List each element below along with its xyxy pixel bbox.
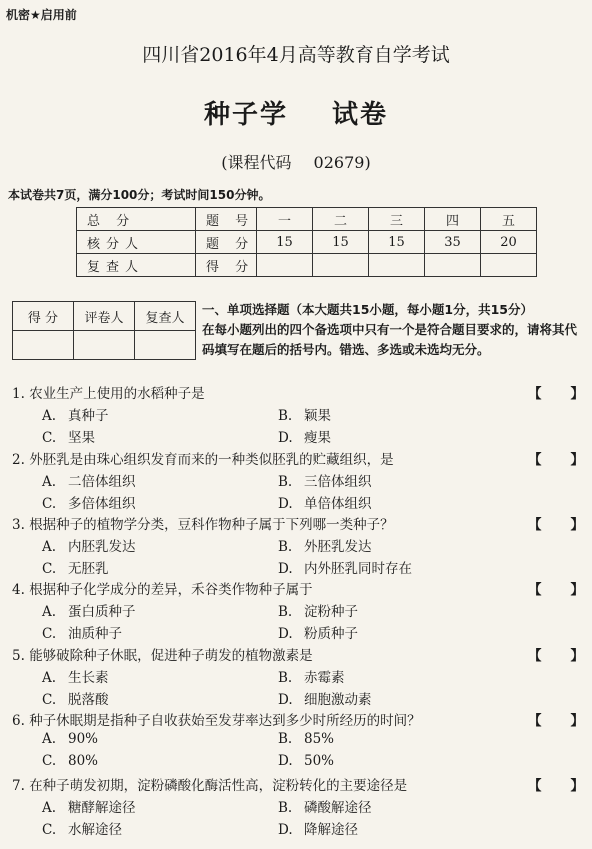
answer-option bbox=[42, 731, 98, 747]
option-text: 淀粉种子 bbox=[304, 604, 358, 620]
bracket-open: 【 bbox=[528, 582, 542, 598]
answer-option bbox=[278, 753, 334, 769]
answer-option bbox=[42, 404, 109, 424]
answer-option bbox=[278, 818, 358, 838]
option-letter: B. bbox=[278, 731, 293, 747]
option-text: 生长素 bbox=[68, 670, 109, 686]
section-instructions: 在每小题列出的四个备选项中只有一个是符合题目要求的，请将其代码填写在题后的括号内。错选、多选或未选均无分。 bbox=[202, 322, 578, 357]
course-code-value: 02679) bbox=[313, 153, 371, 172]
section-header bbox=[202, 300, 587, 360]
option-letter: D. bbox=[278, 496, 293, 512]
answer-option bbox=[278, 731, 334, 747]
answer-option bbox=[278, 622, 358, 642]
option-letter: D. bbox=[278, 753, 293, 769]
question-number: 3. bbox=[12, 517, 25, 533]
bracket-close: 】 bbox=[570, 517, 584, 533]
grader-score-label: 得 分 bbox=[13, 302, 74, 331]
question-stem bbox=[12, 382, 205, 402]
option-text: 无胚乳 bbox=[68, 561, 109, 577]
answer-option bbox=[278, 557, 412, 577]
question-text: 能够破除种子休眠，促进种子萌发的植物激素是 bbox=[29, 648, 313, 664]
bracket-close: 】 bbox=[570, 713, 584, 729]
question-stem bbox=[12, 448, 394, 468]
option-text: 内外胚乳同时存在 bbox=[304, 561, 412, 577]
score-table-row bbox=[77, 231, 537, 254]
option-letter: B. bbox=[278, 539, 293, 555]
option-letter: D. bbox=[278, 430, 293, 446]
bracket-close: 】 bbox=[570, 452, 584, 468]
answer-option bbox=[42, 796, 136, 816]
question-stem bbox=[12, 513, 394, 533]
option-text: 磷酸解途径 bbox=[304, 800, 372, 816]
bracket-open: 【 bbox=[528, 648, 542, 664]
score-cell[interactable] bbox=[481, 254, 537, 277]
option-text: 颖果 bbox=[304, 408, 331, 424]
answer-option bbox=[278, 492, 372, 512]
option-text: 细胞激动素 bbox=[304, 692, 372, 708]
option-text: 坚果 bbox=[68, 430, 95, 446]
question-text: 根据种子的植物学分类，豆科作物种子属于下列哪一类种子？ bbox=[29, 517, 394, 533]
option-text: 赤霉素 bbox=[304, 670, 345, 686]
answer-option bbox=[42, 818, 122, 838]
question-number: 6. bbox=[12, 713, 25, 729]
column-header: 四 bbox=[425, 208, 481, 231]
option-letter: B. bbox=[278, 474, 293, 490]
course-code-label: (课程代码 bbox=[221, 153, 292, 172]
option-letter: C. bbox=[42, 430, 57, 446]
answer-option bbox=[278, 600, 358, 620]
answer-bracket[interactable] bbox=[528, 448, 584, 468]
question-text: 根据种子化学成分的差异，禾谷类作物种子属于 bbox=[29, 582, 313, 598]
bracket-close: 】 bbox=[570, 582, 584, 598]
paper-title-type: 试卷 bbox=[332, 100, 389, 130]
answer-option bbox=[42, 600, 136, 620]
grader-table-row bbox=[13, 331, 196, 360]
option-text: 瘦果 bbox=[304, 430, 331, 446]
points-cell: 15 bbox=[313, 231, 369, 254]
bracket-open: 【 bbox=[528, 386, 542, 402]
question-stem bbox=[12, 644, 313, 664]
paper-title-subject: 种子学 bbox=[203, 100, 288, 130]
answer-option bbox=[278, 688, 372, 708]
bracket-open: 【 bbox=[528, 713, 542, 729]
score-table-row bbox=[77, 208, 537, 231]
answer-option bbox=[42, 753, 98, 769]
score-cell[interactable] bbox=[425, 254, 481, 277]
column-header: 一 bbox=[257, 208, 313, 231]
option-text: 单倍体组织 bbox=[304, 496, 372, 512]
option-letter: A. bbox=[42, 539, 57, 555]
option-text: 降解途径 bbox=[304, 822, 358, 838]
score-table bbox=[76, 207, 537, 277]
option-letter: C. bbox=[42, 561, 57, 577]
option-text: 脱落酸 bbox=[68, 692, 109, 708]
option-letter: D. bbox=[278, 692, 293, 708]
question-text: 在种子萌发初期，淀粉磷酸化酶活性高，淀粉转化的主要途径是 bbox=[29, 778, 408, 794]
question-number: 1. bbox=[12, 386, 25, 402]
answer-option bbox=[42, 557, 109, 577]
option-letter: A. bbox=[42, 800, 57, 816]
points-cell: 15 bbox=[369, 231, 425, 254]
option-letter: B. bbox=[278, 800, 293, 816]
grader-label: 评卷人 bbox=[74, 302, 135, 331]
option-letter: A. bbox=[42, 604, 57, 620]
column-header: 三 bbox=[369, 208, 425, 231]
option-letter: A. bbox=[42, 670, 57, 686]
question-stem bbox=[12, 774, 407, 794]
points-cell: 35 bbox=[425, 231, 481, 254]
option-letter: A. bbox=[42, 731, 57, 747]
option-text: 外胚乳发达 bbox=[304, 539, 372, 555]
answer-option bbox=[278, 535, 372, 555]
question-number-label: 题 号 bbox=[196, 208, 257, 231]
question-stem bbox=[12, 578, 313, 598]
paper-title bbox=[0, 94, 592, 131]
answer-option bbox=[42, 688, 109, 708]
option-text: 水解途径 bbox=[68, 822, 122, 838]
grader-score-cell[interactable] bbox=[13, 331, 74, 360]
option-letter: B. bbox=[278, 408, 293, 424]
question-number: 2. bbox=[12, 452, 25, 468]
points-label: 题 分 bbox=[196, 231, 257, 254]
option-text: 真种子 bbox=[68, 408, 109, 424]
checker-label: 核分人 bbox=[77, 231, 196, 254]
option-letter: D. bbox=[278, 822, 293, 838]
option-text: 内胚乳发达 bbox=[68, 539, 136, 555]
option-letter: D. bbox=[278, 626, 293, 642]
answer-option bbox=[278, 796, 372, 816]
question-text: 农业生产上使用的水稻种子是 bbox=[29, 386, 205, 402]
points-cell: 20 bbox=[481, 231, 537, 254]
option-letter: C. bbox=[42, 692, 57, 708]
option-letter: A. bbox=[42, 408, 57, 424]
answer-option bbox=[42, 470, 136, 490]
answer-bracket[interactable] bbox=[528, 578, 584, 598]
confidential-mark: 机密★启用前 bbox=[6, 8, 77, 22]
question-text: 外胚乳是由珠心组织发育而来的一种类似胚乳的贮藏组织，是 bbox=[29, 452, 394, 468]
bracket-open: 【 bbox=[528, 517, 542, 533]
exam-title: 四川省2016年4月高等教育自学考试 bbox=[142, 44, 450, 66]
answer-option bbox=[278, 666, 345, 686]
score-cell[interactable] bbox=[313, 254, 369, 277]
answer-option bbox=[42, 622, 122, 642]
question-number: 5. bbox=[12, 648, 25, 664]
points-cell: 15 bbox=[257, 231, 313, 254]
score-cell[interactable] bbox=[369, 254, 425, 277]
option-letter: A. bbox=[42, 474, 57, 490]
total-score-label: 总 分 bbox=[77, 208, 196, 231]
bracket-open: 【 bbox=[528, 452, 542, 468]
option-text: 90% bbox=[68, 731, 99, 747]
grader-reviewer-label: 复查人 bbox=[135, 302, 196, 331]
option-letter: B. bbox=[278, 604, 293, 620]
grader-name-cell[interactable] bbox=[74, 331, 135, 360]
option-text: 三倍体组织 bbox=[304, 474, 372, 490]
option-text: 二倍体组织 bbox=[68, 474, 136, 490]
answer-option bbox=[278, 470, 372, 490]
column-header: 五 bbox=[481, 208, 537, 231]
answer-bracket[interactable] bbox=[528, 709, 584, 729]
option-text: 80% bbox=[68, 753, 99, 769]
answer-option bbox=[42, 535, 136, 555]
answer-option bbox=[42, 426, 95, 446]
option-letter: C. bbox=[42, 496, 57, 512]
grader-table-header bbox=[13, 302, 196, 331]
grader-reviewer-cell[interactable] bbox=[135, 331, 196, 360]
bracket-close: 】 bbox=[570, 648, 584, 664]
option-letter: C. bbox=[42, 753, 57, 769]
section-title: 一、单项选择题（本大题共15小题，每小题1分，共15分） bbox=[202, 302, 533, 317]
bracket-close: 】 bbox=[570, 386, 584, 402]
option-text: 多倍体组织 bbox=[68, 496, 136, 512]
answer-option bbox=[278, 426, 331, 446]
question-stem bbox=[12, 709, 421, 729]
grader-table bbox=[12, 301, 196, 360]
score-label: 得 分 bbox=[196, 254, 257, 277]
option-text: 油质种子 bbox=[68, 626, 122, 642]
answer-option bbox=[42, 492, 136, 512]
option-text: 50% bbox=[304, 753, 335, 769]
option-letter: C. bbox=[42, 822, 57, 838]
bracket-close: 】 bbox=[570, 778, 584, 794]
answer-bracket[interactable] bbox=[528, 774, 584, 794]
option-text: 蛋白质种子 bbox=[68, 604, 136, 620]
course-code bbox=[0, 150, 592, 173]
paper-info: 本试卷共7页，满分100分；考试时间150分钟。 bbox=[8, 188, 271, 202]
answer-bracket[interactable] bbox=[528, 382, 584, 402]
answer-bracket[interactable] bbox=[528, 513, 584, 533]
option-letter: D. bbox=[278, 561, 293, 577]
question-text: 种子休眠期是指种子自收获始至发芽率达到多少时所经历的时间？ bbox=[29, 713, 421, 729]
answer-bracket[interactable] bbox=[528, 644, 584, 664]
question-number: 7. bbox=[12, 778, 25, 794]
option-text: 85% bbox=[304, 731, 335, 747]
reviewer-label: 复查人 bbox=[77, 254, 196, 277]
option-text: 粉质种子 bbox=[304, 626, 358, 642]
option-letter: B. bbox=[278, 670, 293, 686]
score-table-row bbox=[77, 254, 537, 277]
answer-option bbox=[278, 404, 331, 424]
option-text: 糖酵解途径 bbox=[68, 800, 136, 816]
bracket-open: 【 bbox=[528, 778, 542, 794]
answer-option bbox=[42, 666, 109, 686]
score-cell[interactable] bbox=[257, 254, 313, 277]
column-header: 二 bbox=[313, 208, 369, 231]
question-number: 4. bbox=[12, 582, 25, 598]
option-letter: C. bbox=[42, 626, 57, 642]
